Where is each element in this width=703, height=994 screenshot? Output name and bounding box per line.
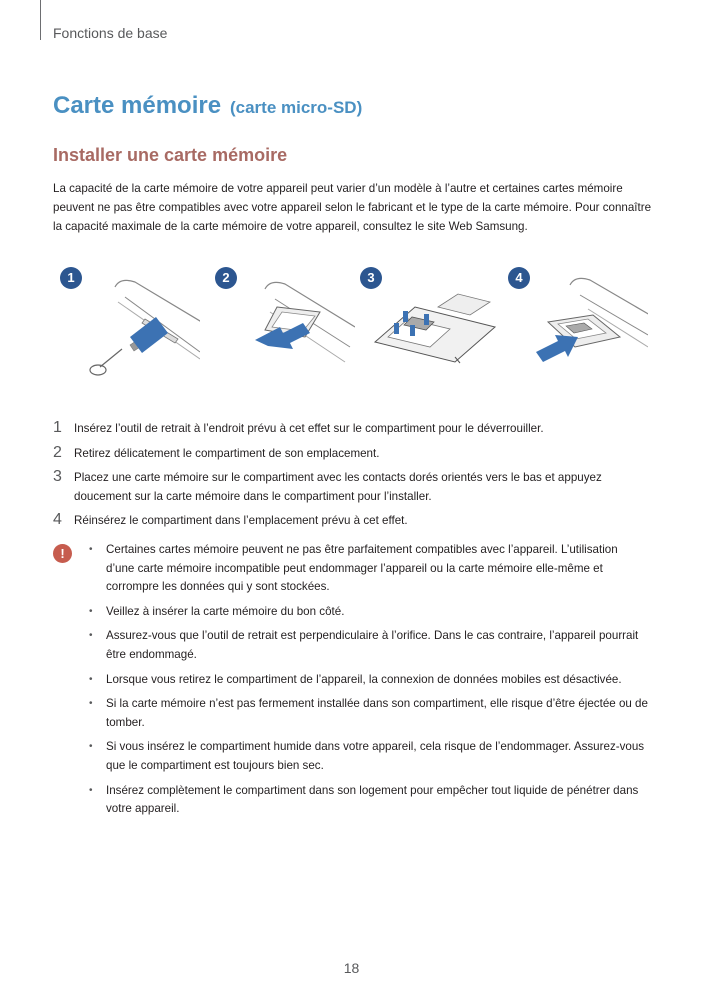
caution-item: • Si vous insérez le compartiment humide dans votre appareil, cela risque de l’endommager. Assurez-vous que le compartiment est toujours bien sec. bbox=[89, 738, 649, 775]
step-text: Réinsérez le compartiment dans l’emplacement prévu à cet effet. bbox=[74, 514, 408, 527]
step-item bbox=[53, 420, 653, 439]
caution-item: • Lorsque vous retirez le compartiment de l’appareil, la connexion de données mobiles est désactivée. bbox=[89, 671, 649, 690]
figure-1 bbox=[60, 267, 200, 397]
page-title-sub: (carte micro-SD) bbox=[229, 98, 363, 117]
figure-1-badge: 1 bbox=[60, 267, 82, 289]
tray-removal-illustration bbox=[215, 267, 355, 397]
figure-4 bbox=[508, 267, 648, 397]
caution-item: • Certaines cartes mémoire peuvent ne pas être parfaitement compatibles avec l’appareil. L’utilisation d’une carte mémoire incompatible peut endommager l’appareil ou la carte mémoire elle-même et corrompre les données qui y sont stockées. bbox=[89, 541, 649, 597]
caution-item: • Assurez-vous que l’outil de retrait est perpendiculaire à l’orifice. Dans le cas contraire, l’appareil pourrait être endommagé. bbox=[89, 627, 649, 664]
steps-list bbox=[53, 420, 653, 537]
card-placement-illustration bbox=[360, 267, 500, 397]
figure-3-badge: 3 bbox=[360, 267, 382, 289]
caution-item: • Si la carte mémoire n’est pas fermement installée dans son compartiment, elle risque d’être éjectée ou de tomber. bbox=[89, 695, 649, 732]
tray-reinsert-illustration bbox=[508, 267, 648, 397]
illustration-row bbox=[60, 267, 650, 397]
step-text: Placez une carte mémoire sur le compartiment avec les contacts dorés orientés vers le bas et appuyez doucement sur la carte mémoire dans le compartiment pour l’installer. bbox=[74, 471, 602, 503]
step-number: 4 bbox=[53, 511, 62, 528]
caution-item: • Veillez à insérer la carte mémoire du bon côté. bbox=[89, 603, 649, 622]
intro-paragraph: La capacité de la carte mémoire de votre appareil peut varier d’un modèle à l’autre et certaines cartes mémoire peuvent ne pas être compatibles avec votre appareil selon le fabricant et le type de la carte mémoire. Pour connaître la capacité maximale de la carte mémoire de votre appareil, consultez le site Web Samsung. bbox=[53, 182, 652, 233]
figure-4-badge: 4 bbox=[508, 267, 530, 289]
page-number: 18 bbox=[343, 960, 360, 976]
page-title bbox=[53, 84, 362, 121]
caution-item: • Insérez complètement le compartiment dans son logement pour empêcher tout liquide de pénétrer dans votre appareil. bbox=[89, 782, 649, 819]
step-number: 3 bbox=[53, 468, 62, 485]
step-item bbox=[53, 512, 653, 531]
header-section-title: Fonctions de base bbox=[53, 25, 168, 41]
figure-3 bbox=[360, 267, 500, 397]
ejection-pin-insert-illustration bbox=[60, 267, 200, 397]
figure-2-badge: 2 bbox=[215, 267, 237, 289]
step-item bbox=[53, 445, 653, 464]
figure-2 bbox=[215, 267, 355, 397]
step-number: 2 bbox=[53, 443, 62, 461]
header-rule bbox=[40, 0, 41, 40]
caution-list bbox=[89, 541, 649, 825]
step-number: 1 bbox=[53, 419, 62, 436]
step-item bbox=[53, 469, 653, 506]
step-text: Insérez l’outil de retrait à l’endroit prévu à cet effet sur le compartiment pour le déverrouiller. bbox=[74, 422, 544, 435]
caution-icon: ! bbox=[53, 544, 72, 563]
section-subtitle: Installer une carte mémoire bbox=[53, 145, 288, 165]
page-title-main: Carte mémoire bbox=[53, 92, 222, 119]
step-text: Retirez délicatement le compartiment de son emplacement. bbox=[74, 446, 380, 460]
